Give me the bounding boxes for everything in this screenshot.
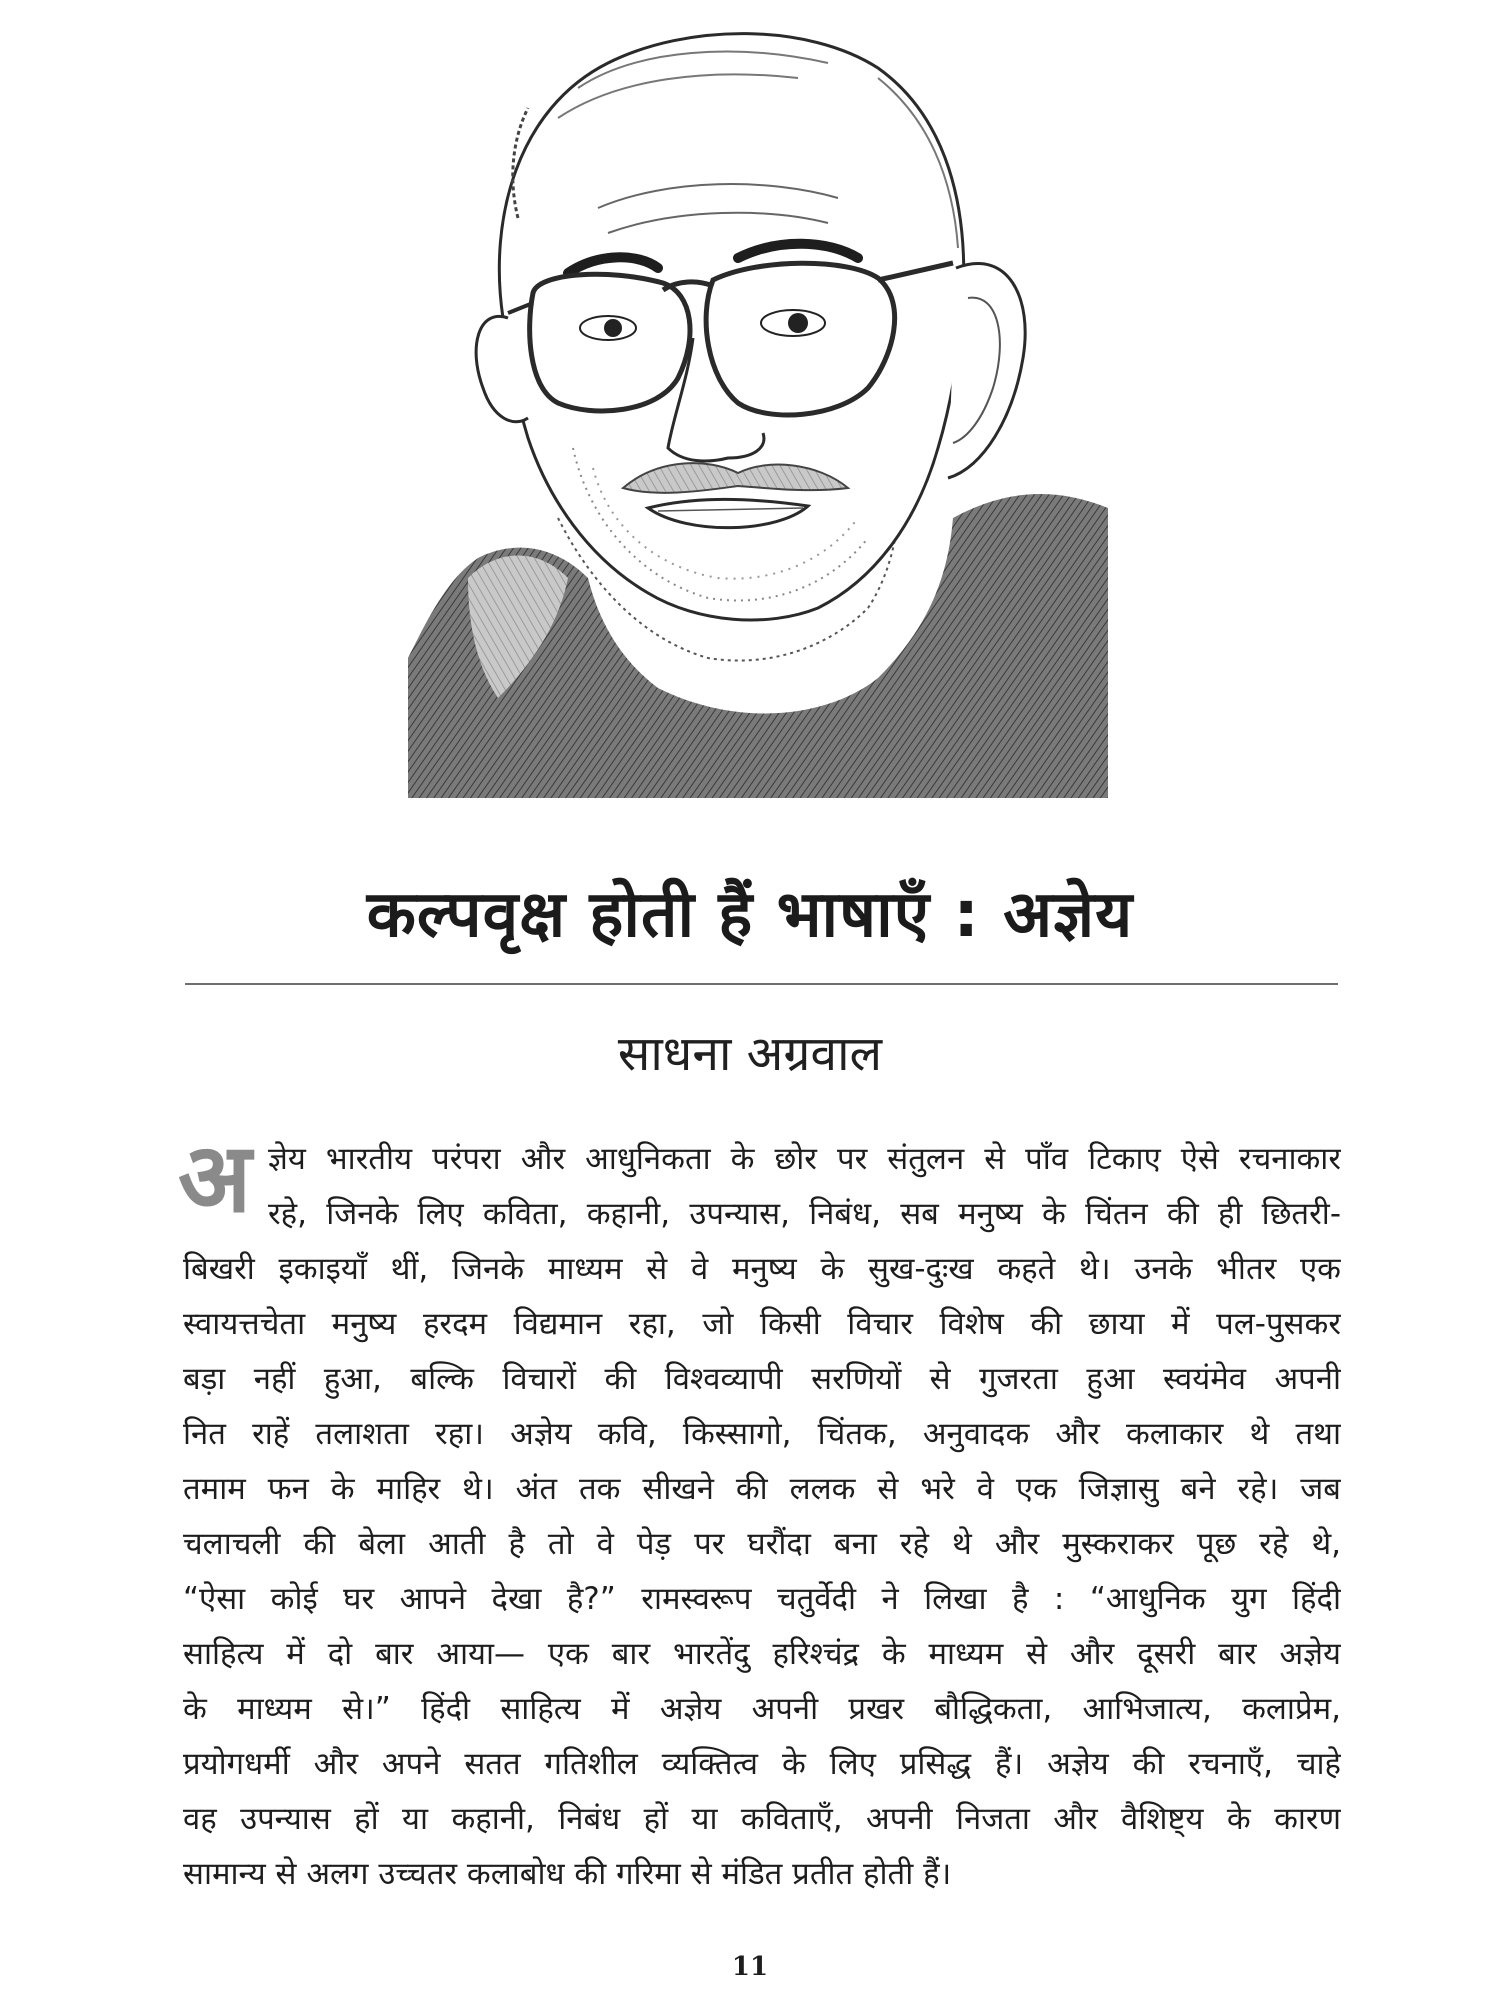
page-number: 11 bbox=[731, 1952, 769, 1982]
body-line: चलाचली की बेला आती है तो वे पेड़ पर घरौंदा बना रहे थे और मुस्कराकर पूछ रहे थे, bbox=[183, 1526, 1341, 1562]
body-line: रहे, जिनके लिए कविता, कहानी, उपन्यास, निबंध, सब मनुष्य के चिंतन की ही छितरी- bbox=[268, 1196, 1341, 1232]
article-body bbox=[183, 1132, 1341, 1902]
body-line: बड़ा नहीं हुआ, बल्कि विचारों की विश्वव्यापी सरणियों से गुजरता हुआ स्वयंमेव अपनी bbox=[183, 1361, 1341, 1397]
title-divider bbox=[185, 983, 1338, 985]
author-portrait-illustration bbox=[408, 18, 1108, 798]
body-line: ज्ञेय भारतीय परंपरा और आधुनिकता के छोर पर संतुलन से पाँव टिकाए ऐसे रचनाकार bbox=[268, 1141, 1341, 1177]
body-line: साहित्य में दो बार आया— एक बार भारतेंदु हरिश्चंद्र के माध्यम से और दूसरी बार अज्ञेय bbox=[183, 1636, 1341, 1672]
body-line: नित राहें तलाशता रहा। अज्ञेय कवि, किस्सागो, चिंतक, अनुवादक और कलाकार थे तथा bbox=[183, 1416, 1341, 1452]
body-line: सामान्य से अलग उच्चतर कलाबोध की गरिमा से मंडित प्रतीत होती हैं। bbox=[183, 1856, 952, 1892]
body-line: वह उपन्यास हों या कहानी, निबंध हों या कविताएँ, अपनी निजता और वैशिष्ट्य के कारण bbox=[183, 1801, 1341, 1837]
drop-cap: अ bbox=[178, 1122, 252, 1234]
body-line: बिखरी इकाइयाँ थीं, जिनके माध्यम से वे मनुष्य के सुख-दुःख कहते थे। उनके भीतर एक bbox=[183, 1251, 1341, 1287]
body-line: तमाम फन के माहिर थे। अंत तक सीखने की ललक से भरे वे एक जिज्ञासु बने रहे। जब bbox=[183, 1471, 1341, 1507]
body-line: प्रयोगधर्मी और अपने सतत गतिशील व्यक्तित्व के लिए प्रसिद्ध हैं। अज्ञेय की रचनाएँ, चाहे bbox=[183, 1746, 1341, 1782]
article-author: साधना अग्रवाल bbox=[617, 1026, 883, 1082]
body-line: के माध्यम से।” हिंदी साहित्य में अज्ञेय अपनी प्रखर बौद्धिकता, आभिजात्य, कलाप्रेम, bbox=[183, 1691, 1341, 1727]
article-title: कल्पवृक्ष होती हैं भाषाएँ : अज्ञेय bbox=[366, 878, 1134, 952]
body-line: “ऐसा कोई घर आपने देखा है?” रामस्वरूप चतुर्वेदी ने लिखा है : “आधुनिक युग हिंदी bbox=[183, 1581, 1341, 1617]
body-line: स्वायत्तचेता मनुष्य हरदम विद्यमान रहा, जो किसी विचार विशेष की छाया में पल-पुसकर bbox=[183, 1306, 1341, 1342]
